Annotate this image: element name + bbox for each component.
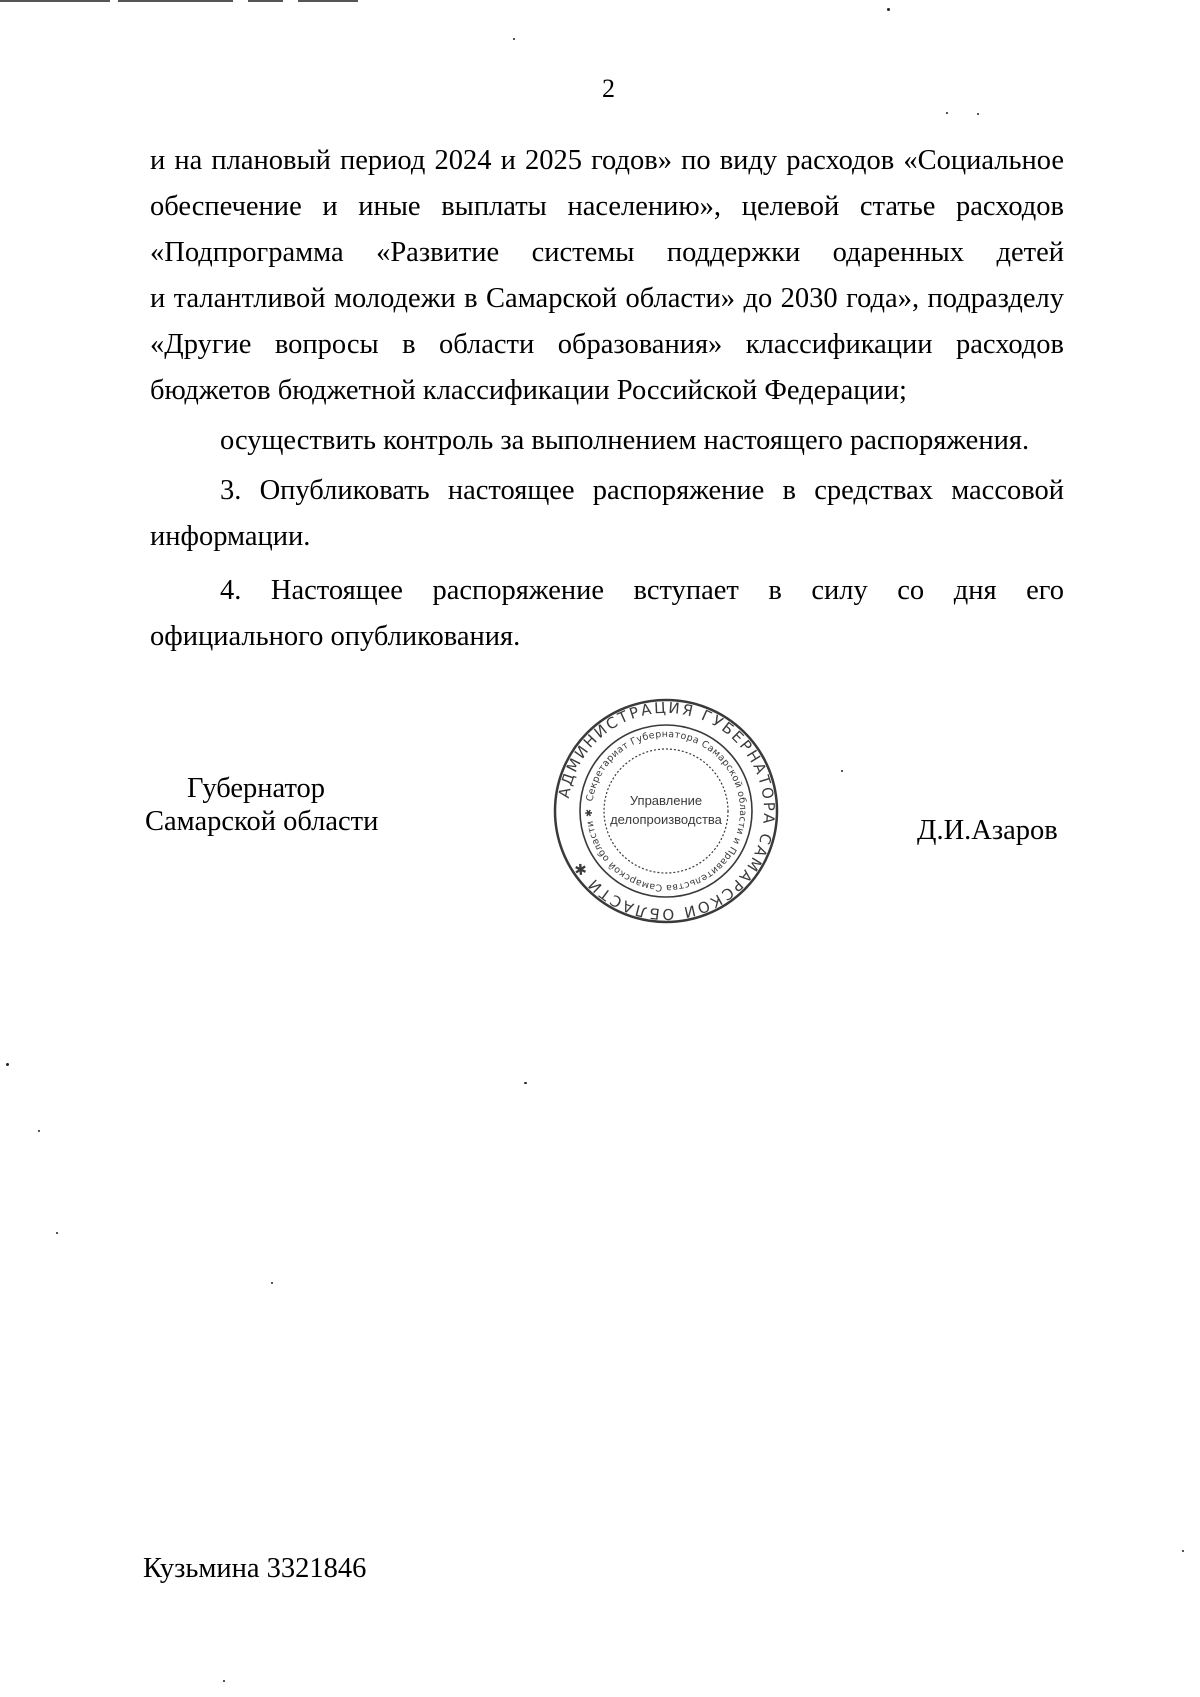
paragraph-effective-date: 4. Настоящее распоряжение вступает в силу со дня его официального опубликования. [150,575,1064,652]
executor-contact: Кузьмина 3321846 [143,1553,367,1584]
scan-speck [56,1232,58,1234]
signature-title [145,772,378,838]
text-line: и талантливой молодежи в Самарской области» до 2030 года», подразделу [150,283,1064,314]
signature-title-line2: Самарской области [145,806,379,837]
scan-speck [1182,1550,1184,1552]
document-body [150,138,1064,660]
scan-speck [887,8,890,11]
signature-title-line1: Губернатор [187,773,326,804]
text-line: обеспечение и иные выплаты населению», целевой статье расходов [150,191,1064,222]
scan-speck [223,1680,225,1682]
scan-speck [841,770,843,772]
scan-speck [38,1130,40,1132]
text-line: «Другие вопросы в области образования» классификации расходов [150,329,1064,360]
text-line: и на плановый период 2024 и 2025 годов» по виду расходов «Социальное [150,145,1064,176]
signatory-name: Д.И.Азаров [917,815,1058,846]
svg-text:АДМИНИСТРАЦИЯ ГУБЕРНАТОРА САМА: АДМИНИСТРАЦИЯ ГУБЕРНАТОРА САМАРСКОЙ ОБЛАСТИ ✱ [554,698,779,924]
scan-artifact-line [248,0,283,2]
stamp-seal-icon [552,697,780,925]
text-line: бюджетов бюджетной классификации Российской Федерации; [150,375,907,406]
scan-speck [513,38,515,40]
official-stamp [552,697,780,925]
paragraph-budget-classification [150,138,1064,414]
scan-speck [946,112,948,114]
scan-speck [6,1063,9,1066]
scan-artifact-line [298,0,358,2]
text-line: «Подпрограмма «Развитие системы поддержки одаренных детей [150,237,1064,268]
paragraph-publish: 3. Опубликовать настоящее распоряжение в средствах массовой информации. [150,475,1064,552]
paragraph-control: осуществить контроль за выполнением настоящего распоряжения. [220,425,1030,456]
page-number: 2 [602,74,615,103]
stamp-center-line1: Управление [629,793,703,808]
scan-speck [271,1282,273,1284]
scan-speck [977,113,979,115]
stamp-center-line2: делопроизводства [610,812,722,827]
scan-artifact-line [0,0,110,2]
scan-artifact-line [118,0,233,2]
scan-speck [524,1082,527,1084]
svg-text:Секретариат Губернатора Самарс: Секретариат Губернатора Самарской области и Правительства Самарской области ✱ [583,728,749,894]
